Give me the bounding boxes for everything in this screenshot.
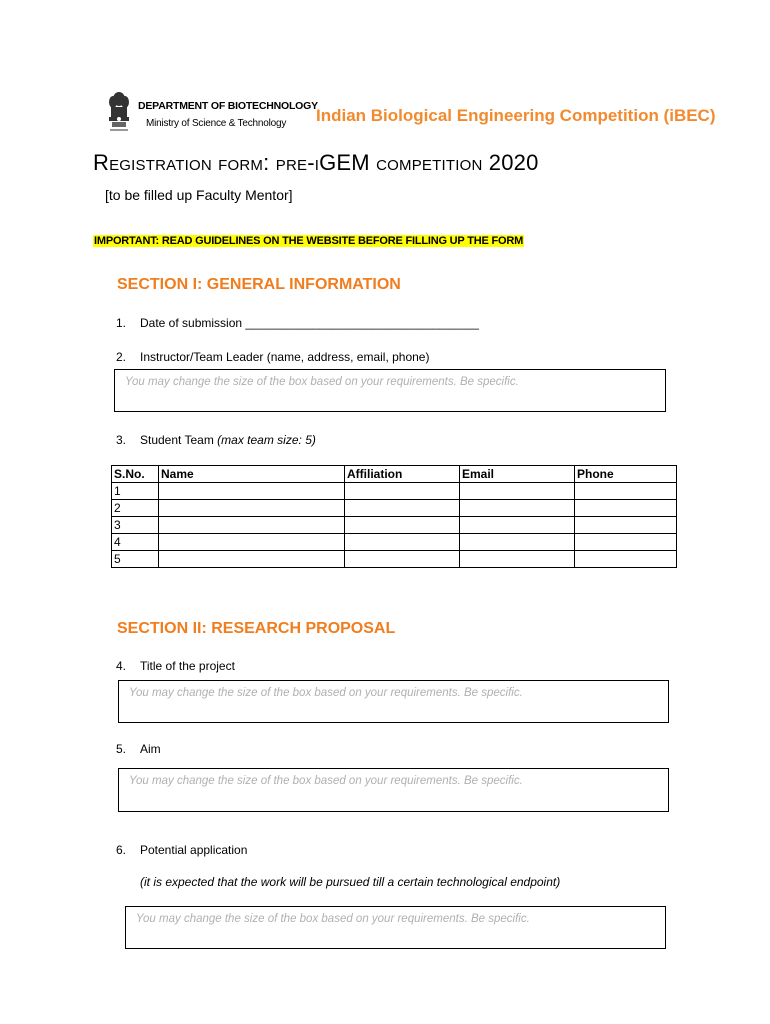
table-row <box>112 534 677 551</box>
col-phone: Phone <box>575 466 677 483</box>
col-email: Email <box>460 466 575 483</box>
name-cell[interactable] <box>159 517 345 534</box>
question-5-label: Aim <box>140 742 161 756</box>
affiliation-cell[interactable] <box>345 534 460 551</box>
row-number: 1 <box>112 483 159 500</box>
row-number: 4 <box>112 534 159 551</box>
phone-cell[interactable] <box>575 500 677 517</box>
section-1-heading: SECTION I: GENERAL INFORMATION <box>117 276 401 293</box>
phone-cell[interactable] <box>575 483 677 500</box>
affiliation-cell[interactable] <box>345 500 460 517</box>
question-6-number: 6. <box>116 843 127 857</box>
aim-input-box[interactable] <box>118 768 669 812</box>
question-4-label: Title of the project <box>140 659 235 673</box>
name-cell[interactable] <box>159 500 345 517</box>
question-5-number: 5. <box>116 742 127 756</box>
name-cell[interactable] <box>159 483 345 500</box>
phone-cell[interactable] <box>575 534 677 551</box>
application-input-box[interactable] <box>125 906 666 949</box>
question-3-number: 3. <box>116 433 127 447</box>
question-4 <box>116 659 235 673</box>
page-title <box>93 150 539 176</box>
question-3 <box>116 433 316 447</box>
question-2 <box>116 350 429 364</box>
email-cell[interactable] <box>460 551 575 568</box>
row-number: 2 <box>112 500 159 517</box>
question-6-label: Potential application <box>140 843 248 857</box>
application-hint: You may change the size of the box based on your requirements. Be specific. <box>136 913 530 925</box>
table-header-row <box>112 466 677 483</box>
email-cell[interactable] <box>460 500 575 517</box>
question-1-label[interactable]: Date of submission ___________________________________ <box>140 316 479 330</box>
table-row <box>112 483 677 500</box>
national-emblem-icon <box>104 90 134 136</box>
question-4-number: 4. <box>116 659 127 673</box>
question-3-note: (max team size: 5) <box>217 433 316 447</box>
row-number: 5 <box>112 551 159 568</box>
question-1 <box>116 316 479 330</box>
affiliation-cell[interactable] <box>345 551 460 568</box>
title-part2: pre-iGEM competition <box>275 150 483 175</box>
title-year: 2020 <box>488 150 539 175</box>
name-cell[interactable] <box>159 534 345 551</box>
question-1-number: 1. <box>116 316 127 330</box>
col-affiliation: Affiliation <box>345 466 460 483</box>
affiliation-cell[interactable] <box>345 517 460 534</box>
project-title-input-box[interactable] <box>118 680 669 723</box>
table-row <box>112 517 677 534</box>
table-row <box>112 551 677 568</box>
question-6-note: (it is expected that the work will be pursued till a certain technological endpoint) <box>140 875 561 889</box>
phone-cell[interactable] <box>575 551 677 568</box>
name-cell[interactable] <box>159 551 345 568</box>
important-notice: IMPORTANT: READ GUIDELINES ON THE WEBSITE BEFORE FILLING UP THE FORM <box>94 235 524 247</box>
email-cell[interactable] <box>460 483 575 500</box>
col-sno: S.No. <box>112 466 159 483</box>
phone-cell[interactable] <box>575 517 677 534</box>
section-2-heading: SECTION II: RESEARCH PROPOSAL <box>117 620 396 637</box>
col-name: Name <box>159 466 345 483</box>
email-cell[interactable] <box>460 534 575 551</box>
table-row <box>112 500 677 517</box>
question-2-label: Instructor/Team Leader (name, address, email, phone) <box>140 350 430 364</box>
page-subtitle: [to be filled up Faculty Mentor] <box>105 187 293 203</box>
competition-name: Indian Biological Engineering Competition (iBEC) <box>316 106 716 125</box>
department-name: DEPARTMENT OF BIOTECHNOLOGY <box>138 100 318 112</box>
question-3-label: Student Team <box>140 433 214 447</box>
question-5 <box>116 742 161 756</box>
row-number: 3 <box>112 517 159 534</box>
question-2-number: 2. <box>116 350 127 364</box>
email-cell[interactable] <box>460 517 575 534</box>
instructor-input-box[interactable] <box>114 369 666 412</box>
title-part1: Registration form: <box>93 150 270 175</box>
ministry-name: Ministry of Science & Technology <box>146 118 287 129</box>
aim-hint: You may change the size of the box based on your requirements. Be specific. <box>129 775 523 787</box>
project-title-hint: You may change the size of the box based on your requirements. Be specific. <box>129 687 523 699</box>
instructor-input-hint: You may change the size of the box based on your requirements. Be specific. <box>125 376 519 388</box>
affiliation-cell[interactable] <box>345 483 460 500</box>
question-6 <box>116 843 247 857</box>
student-team-table <box>111 465 677 568</box>
